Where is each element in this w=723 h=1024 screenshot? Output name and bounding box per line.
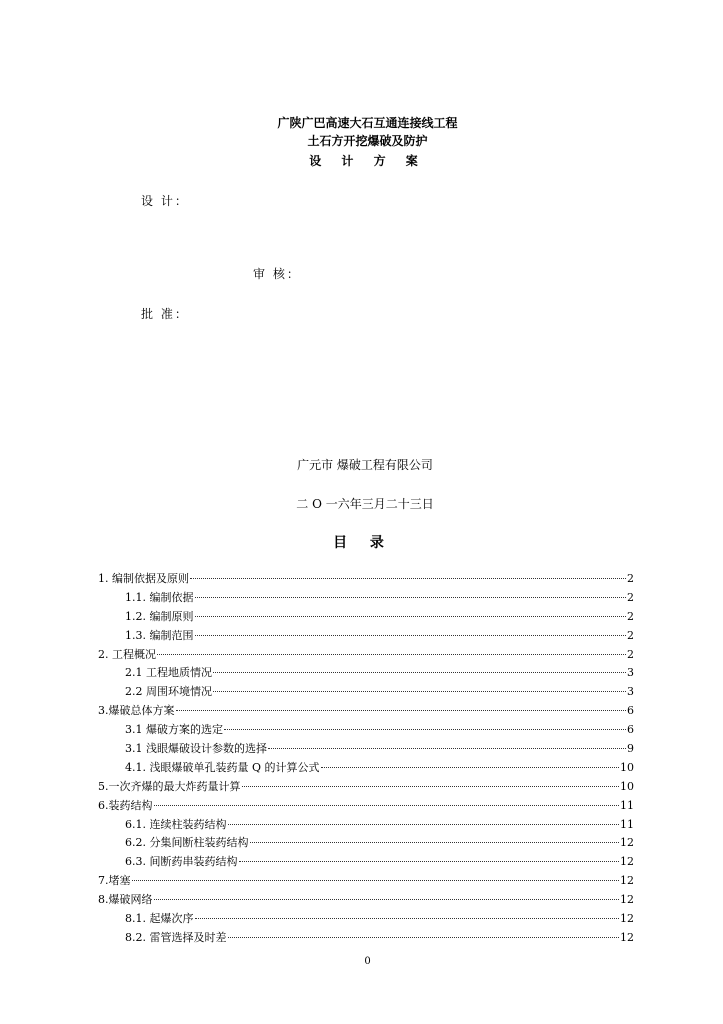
toc-entry[interactable] [98,799,634,818]
toc-entry-label: 1.3. 编制范围 [125,628,194,642]
table-of-contents [98,572,634,950]
toc-entry-page: 2 [627,609,634,623]
toc-entry[interactable] [98,629,634,648]
toc-dot-leader [213,672,626,673]
toc-entry-page: 12 [620,836,634,850]
toc-entry-label: 8.爆破网络 [98,893,153,907]
design-signature-label: 设 计： [141,194,189,208]
toc-dot-leader [195,616,627,617]
toc-dot-leader [213,691,626,692]
toc-entry-label: 8.1. 起爆次序 [125,912,194,926]
toc-entry-label: 6.3. 间断药串装药结构 [125,855,238,869]
toc-entry-label: 7.堵塞 [98,874,131,888]
toc-dot-leader [321,767,620,768]
toc-entry[interactable] [98,836,634,855]
toc-entry-page: 11 [620,798,634,812]
toc-entry[interactable] [98,666,634,685]
toc-dot-leader [190,578,626,579]
toc-entry-label: 3.1 浅眼爆破设计参数的选择 [125,742,267,756]
toc-entry-page: 12 [620,912,634,926]
document-type-title: 设 计 方 案 [309,154,426,168]
toc-entry-page: 3 [627,666,634,680]
toc-entry-page: 12 [620,855,634,869]
toc-entry-page: 11 [620,817,634,831]
toc-dot-leader [157,654,626,655]
toc-dot-leader [242,786,620,787]
toc-entry-page: 6 [627,704,634,718]
toc-entry-page: 12 [620,893,634,907]
toc-entry[interactable] [98,893,634,912]
toc-dot-leader [154,899,620,900]
toc-entry-label: 1.2. 编制原则 [125,609,194,623]
toc-entry[interactable] [98,704,634,723]
toc-dot-leader [268,748,626,749]
toc-entry[interactable] [98,761,634,780]
page-number: 0 [364,956,371,967]
toc-dot-leader [228,937,620,938]
toc-entry[interactable] [98,818,634,837]
toc-entry[interactable] [98,685,634,704]
toc-dot-leader [195,635,627,636]
toc-entry-page: 6 [627,723,634,737]
toc-entry[interactable] [98,723,634,742]
project-title: 广陕广巴高速大石互通连接线工程 [277,116,458,130]
toc-entry-page: 2 [627,628,634,642]
toc-dot-leader [154,805,620,806]
toc-entry-page: 12 [620,874,634,888]
toc-entry-label: 8.2. 雷管选择及时差 [125,930,227,944]
toc-dot-leader [176,710,627,711]
toc-entry[interactable] [98,874,634,893]
toc-entry-page: 2 [627,572,634,585]
toc-entry[interactable] [98,855,634,874]
toc-entry[interactable] [98,780,634,799]
toc-entry[interactable] [98,931,634,950]
toc-entry-label: 1. 编制依据及原则 [98,572,189,585]
toc-entry[interactable] [98,648,634,667]
toc-entry-label: 3.1 爆破方案的选定 [125,723,223,737]
toc-entry[interactable] [98,912,634,931]
toc-entry-label: 1.1. 编制依据 [125,590,194,604]
toc-entry-label: 5.一次齐爆的最大炸药量计算 [98,779,241,793]
toc-dot-leader [224,729,626,730]
toc-entry-label: 6.1. 连续柱装药结构 [125,817,227,831]
toc-dot-leader [250,842,620,843]
toc-entry-page: 9 [627,742,634,756]
toc-entry[interactable] [98,610,634,629]
toc-dot-leader [195,597,627,598]
toc-dot-leader [132,880,620,881]
toc-entry-label: 3.爆破总体方案 [98,704,175,718]
toc-entry-label: 2. 工程概况 [98,647,156,661]
toc-entry-page: 10 [620,760,634,774]
project-subtitle: 土石方开挖爆破及防护 [307,134,428,148]
company-name: 广元市 爆破工程有限公司 [297,458,433,472]
toc-entry-page: 12 [620,930,634,944]
toc-heading: 目 录 [333,535,393,551]
toc-entry[interactable] [98,591,634,610]
document-date: 二 O 一六年三月二十三日 [296,497,434,511]
toc-entry-page: 3 [627,685,634,699]
toc-entry-label: 6.装药结构 [98,798,153,812]
toc-entry-label: 4.1. 浅眼爆破单孔装药量 Q 的计算公式 [125,760,320,774]
toc-dot-leader [228,824,620,825]
approve-signature-label: 批 准： [141,307,189,321]
toc-dot-leader [239,861,620,862]
review-signature-label: 审 核： [253,267,301,281]
toc-entry[interactable] [98,572,634,591]
toc-entry-page: 2 [627,590,634,604]
toc-entry-label: 2.2 周围环境情况 [125,685,212,699]
toc-entry-page: 10 [620,779,634,793]
toc-entry-page: 2 [627,647,634,661]
toc-dot-leader [195,918,620,919]
toc-entry-label: 2.1 工程地质情况 [125,666,212,680]
toc-entry-label: 6.2. 分集间断柱装药结构 [125,836,249,850]
toc-entry[interactable] [98,742,634,761]
